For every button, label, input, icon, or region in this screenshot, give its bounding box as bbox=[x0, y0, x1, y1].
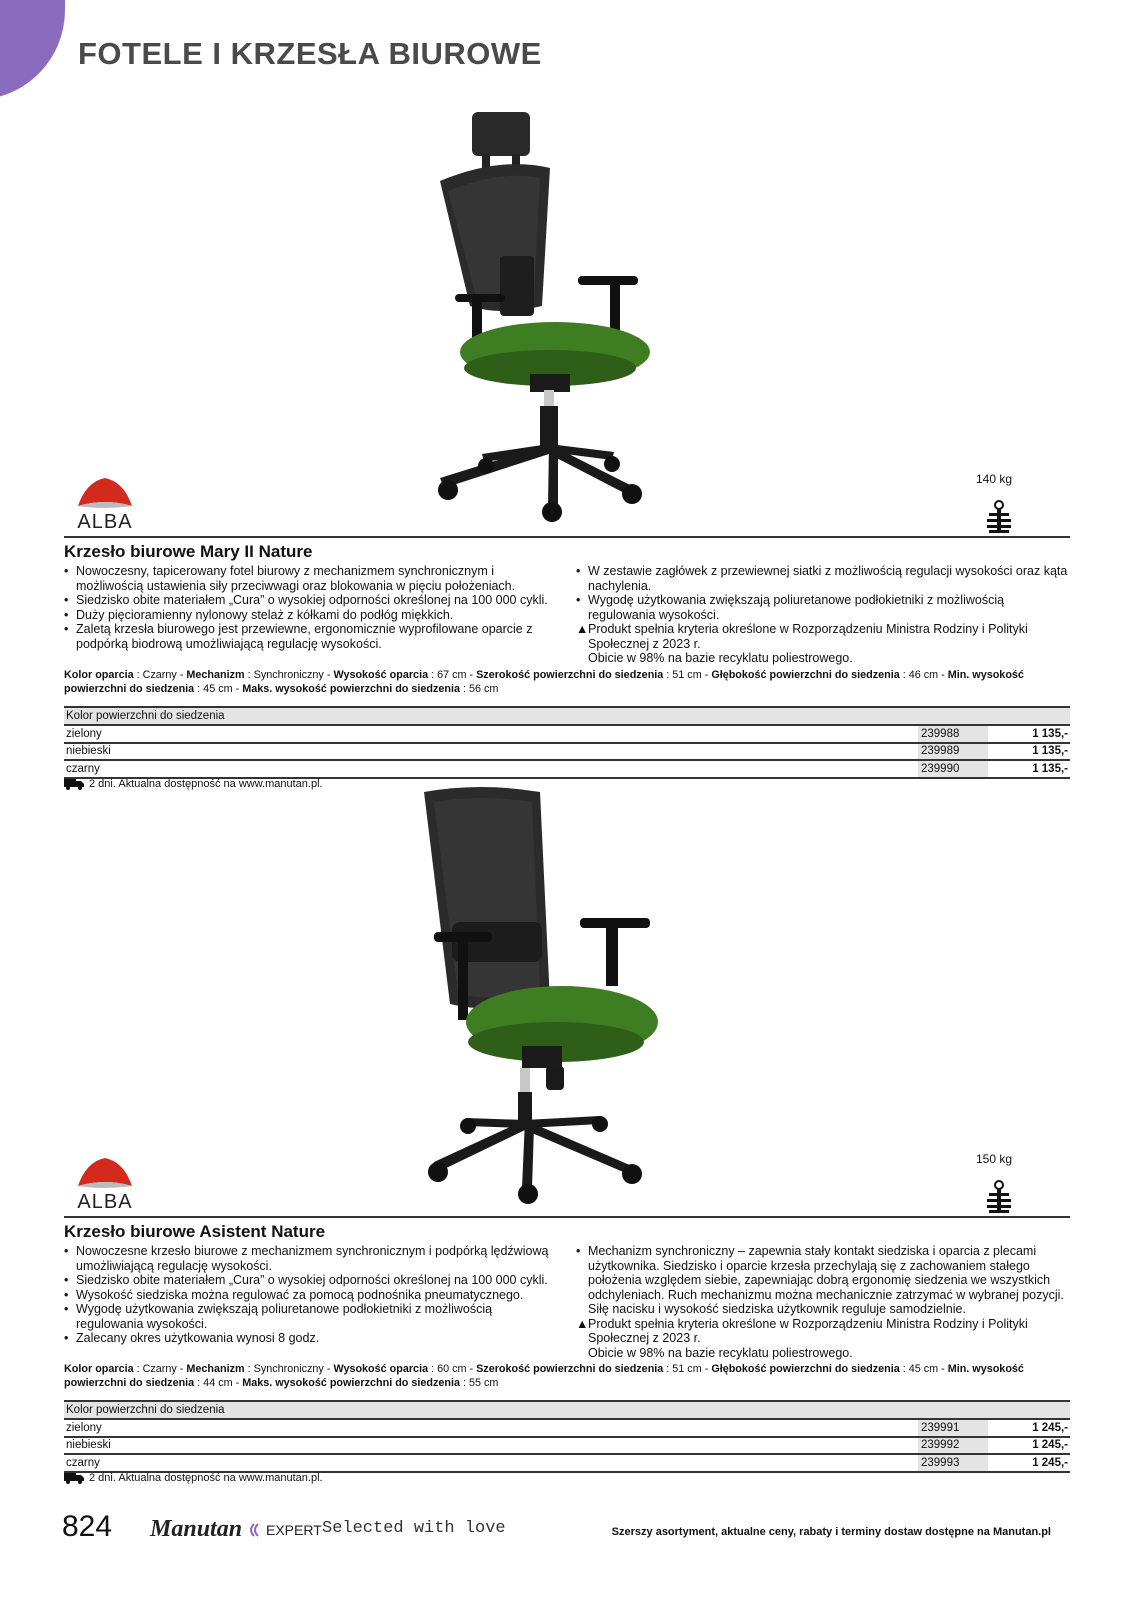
feature-item bbox=[576, 564, 1070, 593]
spec-value: : 45 cm bbox=[194, 683, 233, 695]
spec-label: Mechanizm bbox=[186, 669, 245, 681]
spec-label: Głębokość powierzchni do siedzenia bbox=[711, 1363, 900, 1375]
variant-color: czarny bbox=[64, 1454, 918, 1472]
brand-logo bbox=[62, 476, 148, 534]
variant-sku: 239992 bbox=[918, 1437, 988, 1455]
feature-text: Wygodę użytkowania zwiększają poliuretanowe podłokietniki z możliwością regulowania wysokości. bbox=[76, 1302, 493, 1331]
feature-column-right bbox=[576, 564, 1070, 666]
bullet: • bbox=[64, 1331, 69, 1345]
brand-logo bbox=[62, 1156, 148, 1214]
feature-text: Wygodę użytkowania zwiększają poliuretanowe podłokietniki z możliwością regulowania wysokości. bbox=[588, 593, 1005, 622]
max-load bbox=[952, 472, 1012, 539]
weight-icon bbox=[986, 1180, 1012, 1219]
variant-table bbox=[64, 1400, 1070, 1473]
manutan-logo: Manutan bbox=[150, 1516, 243, 1542]
max-load-value: 140 kg bbox=[975, 472, 1012, 486]
max-load-value: 150 kg bbox=[975, 1152, 1012, 1166]
spec-value: : Synchroniczny bbox=[244, 669, 324, 681]
feature-text: Obicie w 98% na bazie recyklatu poliestrowego. bbox=[588, 651, 853, 665]
feature-item bbox=[64, 1302, 558, 1331]
spec-label: Szerokość powierzchni do siedzenia bbox=[476, 669, 664, 681]
feature-text: Wysokość siedziska można regulować za pomocą podnośnika pneumatycznego. bbox=[76, 1287, 524, 1302]
feature-item bbox=[64, 1288, 558, 1303]
eco-triangle-icon: ▲ bbox=[576, 622, 589, 636]
table-row[interactable] bbox=[64, 1419, 1070, 1437]
expert-badge bbox=[244, 1522, 322, 1538]
bullet: • bbox=[64, 593, 69, 607]
feature-item bbox=[64, 564, 558, 593]
availability bbox=[64, 1472, 323, 1484]
bullet: • bbox=[576, 564, 581, 578]
variant-color: czarny bbox=[64, 760, 918, 778]
feature-text: Duży pięcioramienny nylonowy stelaż z kółkami do podłóg miękkich. bbox=[76, 607, 454, 622]
page-title: FOTELE I KRZESŁA BIUROWE bbox=[78, 36, 542, 71]
spec-value: : 67 cm bbox=[428, 669, 467, 681]
table-row[interactable] bbox=[64, 760, 1070, 778]
feature-item bbox=[64, 593, 558, 608]
spec-label: Kolor oparcia bbox=[64, 669, 134, 681]
spec-value: : Czarny bbox=[133, 669, 177, 681]
spec-value: : 51 cm bbox=[663, 669, 702, 681]
footer-note-site[interactable]: Manutan.pl bbox=[992, 1526, 1051, 1538]
spec-label: Min. wysokość powierzchni do siedzenia bbox=[64, 669, 1024, 695]
spec-label: Min. wysokość powierzchni do siedzenia bbox=[64, 1363, 1024, 1389]
feature-text: Nowoczesne krzesło biurowe z mechanizmem synchronicznym i podpórką lędźwiową umożliwiającą regulację wysokości. bbox=[76, 1244, 549, 1273]
feature-column-left bbox=[64, 564, 558, 666]
feature-item bbox=[576, 1244, 1070, 1317]
table-header: Kolor powierzchni do siedzenia bbox=[64, 1401, 1070, 1419]
product-image bbox=[410, 782, 680, 1216]
feature-item bbox=[64, 1244, 558, 1273]
brand-name: ALBA bbox=[77, 1191, 133, 1213]
brand-name: ALBA bbox=[77, 511, 133, 533]
feature-item bbox=[64, 1331, 558, 1346]
product-title: Krzesło biurowe Asistent Nature bbox=[64, 1222, 326, 1241]
feature-item bbox=[576, 622, 1070, 651]
spec-line: Kolor oparcia : Czarny - Mechanizm : Synchroniczny - Wysokość oparcia : 67 cm - Szerokość powierzchni do siedzenia : 51 cm - Głębokość powierzchni do siedzenia : 46 cm - Min. wysokość powierzchni do siedzenia : 45 cm - Maks. wysokość powierzchni do siedzenia : 56 cm bbox=[64, 669, 1024, 695]
variant-sku: 239993 bbox=[918, 1454, 988, 1472]
spec-label: Głębokość powierzchni do siedzenia bbox=[711, 669, 900, 681]
spec-value: : 45 cm bbox=[899, 1363, 939, 1375]
spec-label: Szerokość powierzchni do siedzenia bbox=[476, 1363, 664, 1375]
variant-sku: 239989 bbox=[918, 743, 988, 761]
feature-text: Siedzisko obite materiałem „Cura” o wysokiej odporności określonej na 100 000 cykli. bbox=[76, 1273, 548, 1287]
variant-price: 1 245,- bbox=[988, 1454, 1070, 1472]
variant-table bbox=[64, 706, 1070, 779]
truck-icon bbox=[64, 1473, 84, 1484]
feature-text: Produkt spełnia kryteria określone w Rozporządzeniu Ministra Rodziny i Polityki Społecznej z 2023 r. bbox=[588, 622, 1028, 651]
feature-text: Zaletą krzesła biurowego jest przewiewne, ergonomicznie wyprofilowane oparcie z podpórką biodrową umożliwiającą regulację wysokości. bbox=[76, 622, 533, 651]
tagline: Selected with love bbox=[322, 1519, 506, 1538]
feature-list bbox=[64, 564, 1070, 666]
feature-item bbox=[576, 593, 1070, 622]
spec-line: Kolor oparcia : Czarny - Mechanizm : Synchroniczny - Wysokość oparcia : 60 cm - Szerokość powierzchni do siedzenia : 51 cm - Głębokość powierzchni do siedzenia : 45 cm - Min. wysokość powierzchni do siedzenia : 44 cm - Maks. wysokość powierzchni do siedzenia : 55 cm bbox=[64, 1363, 1024, 1389]
signal-icon bbox=[244, 1522, 262, 1538]
feature-text: Siedzisko obite materiałem „Cura” o wysokiej odporności określonej na 100 000 cykli. bbox=[76, 593, 548, 607]
divider bbox=[64, 536, 1070, 538]
bullet: • bbox=[64, 622, 69, 636]
spec-value: : 56 cm bbox=[460, 683, 499, 695]
variant-price: 1 245,- bbox=[988, 1419, 1070, 1437]
spec-value: : 51 cm bbox=[663, 1363, 702, 1375]
max-load bbox=[952, 1152, 1012, 1219]
feature-column-left bbox=[64, 1244, 558, 1360]
spec-label: Mechanizm bbox=[186, 1363, 245, 1375]
footer-note bbox=[612, 1526, 1051, 1538]
bullet: • bbox=[64, 1302, 69, 1316]
truck-icon bbox=[64, 779, 84, 790]
table-row[interactable] bbox=[64, 1454, 1070, 1472]
bullet: • bbox=[576, 593, 581, 607]
weight-icon bbox=[986, 500, 1012, 539]
feature-text: Produkt spełnia kryteria określone w Rozporządzeniu Ministra Rodziny i Polityki Społecznej z 2023 r. bbox=[588, 1316, 1028, 1345]
spec-label: Wysokość oparcia bbox=[333, 669, 429, 681]
variant-price: 1 135,- bbox=[988, 725, 1070, 743]
table-row[interactable] bbox=[64, 743, 1070, 761]
variant-price: 1 245,- bbox=[988, 1437, 1070, 1455]
variant-color: niebieski bbox=[64, 1437, 918, 1455]
expert-label: EXPERT bbox=[266, 1522, 322, 1538]
feature-text: Obicie w 98% na bazie recyklatu poliestrowego. bbox=[588, 1345, 853, 1360]
variant-sku: 239988 bbox=[918, 725, 988, 743]
variant-color: zielony bbox=[64, 725, 918, 743]
variant-color: niebieski bbox=[64, 743, 918, 761]
bullet: • bbox=[64, 1287, 69, 1302]
footer-note-text: Szerszy asortyment, aktualne ceny, rabaty i terminy dostaw dostępne na bbox=[611, 1526, 993, 1538]
bullet: • bbox=[64, 1273, 69, 1287]
bullet: • bbox=[64, 607, 69, 622]
feature-list bbox=[64, 1244, 1070, 1360]
variant-price: 1 135,- bbox=[988, 743, 1070, 761]
spec-value: : 60 cm bbox=[428, 1363, 467, 1375]
availability bbox=[64, 778, 323, 790]
table-row[interactable] bbox=[64, 725, 1070, 743]
feature-text: W zestawie zagłówek z przewiewnej siatki z możliwością regulacji wysokości oraz kąta nachylenia. bbox=[588, 564, 1068, 593]
spec-label: Wysokość oparcia bbox=[333, 1363, 429, 1375]
divider bbox=[64, 1216, 1070, 1218]
feature-item bbox=[64, 608, 558, 623]
table-row[interactable] bbox=[64, 1437, 1070, 1455]
variant-color: zielony bbox=[64, 1419, 918, 1437]
feature-item bbox=[64, 1273, 558, 1288]
spec-value: : 55 cm bbox=[460, 1377, 499, 1389]
feature-item bbox=[576, 651, 1070, 666]
product-title: Krzesło biurowe Mary II Nature bbox=[64, 542, 313, 561]
spec-label: Kolor oparcia bbox=[64, 1363, 134, 1375]
spec-value: : 46 cm bbox=[899, 669, 939, 681]
feature-text: Mechanizm synchroniczny – zapewnia stały kontakt siedziska i oparcia z plecami użytkownika. Siedzisko i oparcie krzesła przechylają się z zachowaniem stałego położenia względem siebie, zapewniając dobrą ergonomię siedzenia we wszystkich odchyleniach. Ruch mechanizmu można mechanicznie zatrzymać w wybranej pozycji. Siłę nacisku i wysokość siedziska użytkownik reguluje samodzielnie. bbox=[588, 1244, 1064, 1316]
corner-decoration bbox=[0, 0, 65, 100]
product-image bbox=[400, 106, 662, 534]
spec-value: : 44 cm bbox=[194, 1377, 233, 1389]
variant-price: 1 135,- bbox=[988, 760, 1070, 778]
bullet: • bbox=[576, 1244, 581, 1258]
feature-text: Nowoczesny, tapicerowany fotel biurowy z mechanizmem synchronicznym i możliwością ustawienia siły przeciwwagi oraz blokowania w pięciu położeniach. bbox=[76, 564, 516, 593]
feature-item bbox=[64, 622, 558, 651]
spec-value: : Czarny bbox=[133, 1363, 177, 1375]
feature-item bbox=[576, 1317, 1070, 1346]
variant-sku: 239991 bbox=[918, 1419, 988, 1437]
spec-label: Maks. wysokość powierzchni do siedzenia bbox=[242, 1377, 461, 1389]
availability-text: 2 dni. Aktualna dostępność na www.manutan.pl. bbox=[89, 778, 323, 790]
feature-column-right bbox=[576, 1244, 1070, 1360]
eco-triangle-icon: ▲ bbox=[576, 1316, 589, 1331]
spec-label: Maks. wysokość powierzchni do siedzenia bbox=[242, 683, 461, 695]
bullet: • bbox=[64, 1244, 69, 1258]
spec-value: : Synchroniczny bbox=[244, 1363, 324, 1375]
feature-text: Zalecany okres użytkowania wynosi 8 godz. bbox=[76, 1331, 320, 1345]
page-number: 824 bbox=[62, 1510, 113, 1543]
availability-text: 2 dni. Aktualna dostępność na www.manutan.pl. bbox=[89, 1472, 323, 1484]
feature-item bbox=[576, 1346, 1070, 1361]
bullet: • bbox=[64, 564, 69, 578]
variant-sku: 239990 bbox=[918, 760, 988, 778]
table-header: Kolor powierzchni do siedzenia bbox=[64, 707, 1070, 725]
